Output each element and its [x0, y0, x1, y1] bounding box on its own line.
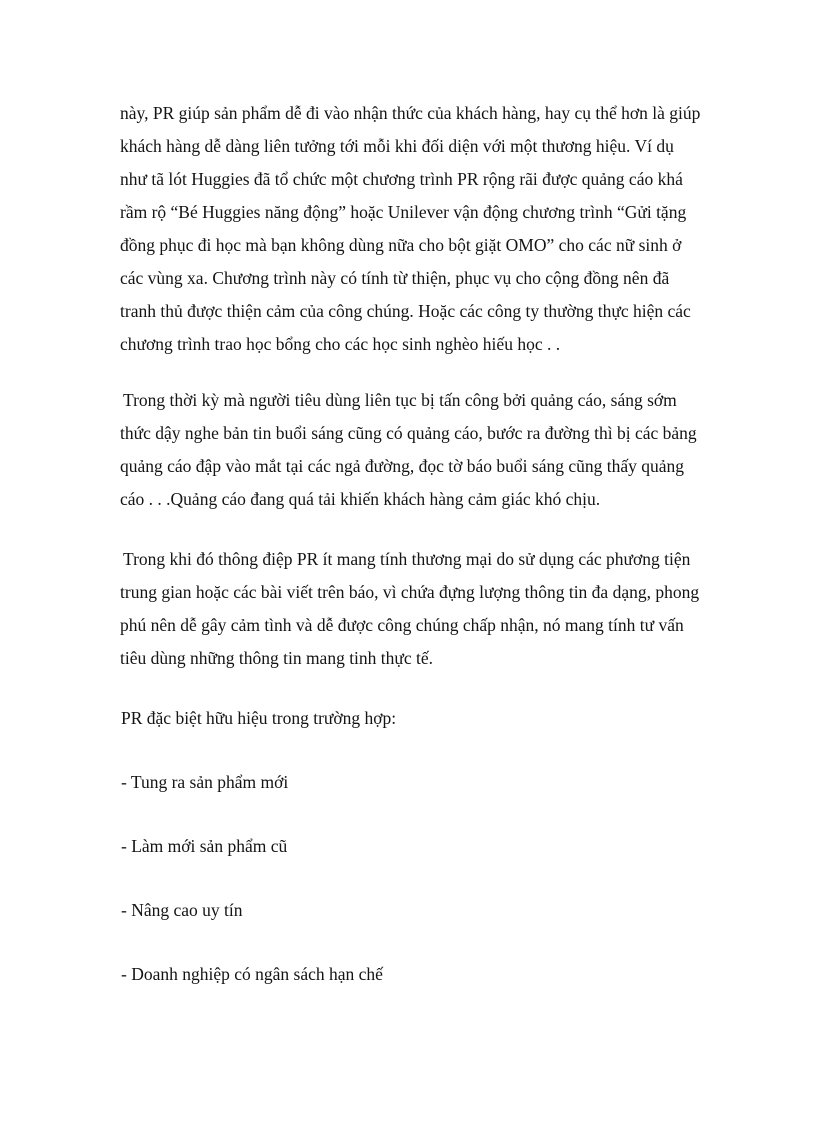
paragraph-1-line: chương trình trao học bổng cho các học sinh nghèo hiếu học . .	[120, 334, 561, 354]
list-item: - Tung ra sản phẩm mới	[121, 772, 289, 792]
paragraph-2-line: quảng cáo đập vào mắt tại các ngả đường, đọc tờ báo buổi sáng cũng thấy quảng	[120, 456, 685, 476]
paragraph-3-line: Trong khi đó thông điệp PR ít mang tính thương mại do sử dụng các phương tiện	[123, 549, 691, 569]
paragraph-3-line: tiêu dùng những thông tin mang tinh thực tế.	[120, 648, 434, 668]
paragraph-1-line: rầm rộ “Bé Huggies năng động” hoặc Unilever vận động chương trình “Gửi tặng	[120, 202, 687, 222]
paragraph-2-line: cáo . . .Quảng cáo đang quá tải khiến khách hàng cảm giác khó chịu.	[120, 489, 601, 509]
paragraph-1-line: khách hàng dễ dàng liên tưởng tới mỗi khi đối diện với một thương hiệu. Ví dụ	[120, 136, 674, 156]
list-item: - Nâng cao uy tín	[121, 900, 243, 920]
paragraph-3-line: phú nên dễ gây cảm tình và dễ được công chúng chấp nhận, nó mang tính tư vấn	[120, 615, 684, 635]
list-item: - Doanh nghiệp có ngân sách hạn chế	[121, 964, 383, 984]
paragraph-2-line: Trong thời kỳ mà người tiêu dùng liên tục bị tấn công bởi quảng cáo, sáng sớm	[123, 390, 677, 410]
paragraph-1-line: các vùng xa. Chương trình này có tính từ thiện, phục vụ cho cộng đồng nên đã	[120, 268, 670, 288]
paragraph-1-line: này, PR giúp sản phẩm dễ đi vào nhận thức của khách hàng, hay cụ thể hơn là giúp	[120, 103, 701, 123]
paragraph-1-line: như tã lót Huggies đã tổ chức một chương trình PR rộng rãi được quảng cáo khá	[120, 169, 683, 189]
list-heading: PR đặc biệt hữu hiệu trong trường hợp:	[121, 708, 397, 728]
paragraph-1-line: đồng phục đi học mà bạn không dùng nữa cho bột giặt OMO” cho các nữ sinh ở	[120, 235, 682, 255]
paragraph-1-line: tranh thủ được thiện cảm của công chúng. Hoặc các công ty thường thực hiện các	[120, 301, 691, 321]
list-item: - Làm mới sản phẩm cũ	[121, 836, 288, 856]
paragraph-2-line: thức dậy nghe bản tin buổi sáng cũng có quảng cáo, bước ra đường thì bị các bảng	[120, 423, 697, 443]
paragraph-3-line: trung gian hoặc các bài viết trên báo, vì chứa đựng lượng thông tin đa dạng, phong	[120, 582, 700, 602]
